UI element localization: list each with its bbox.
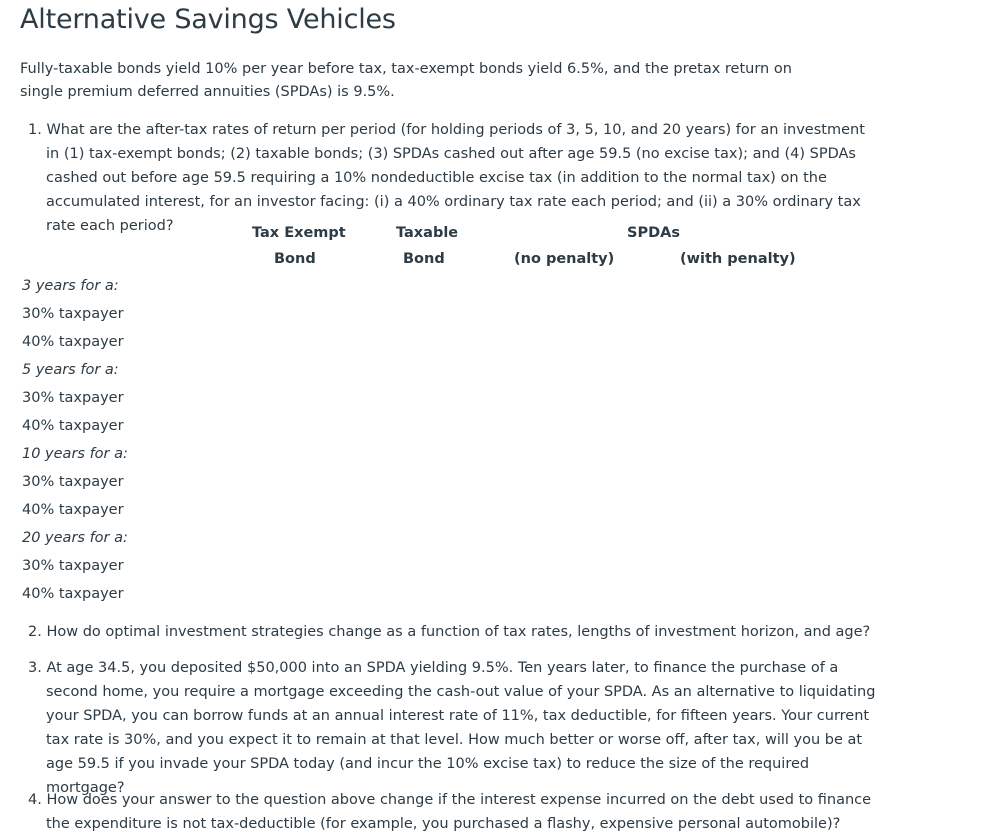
row-label-taxpayer: 30% taxpayer bbox=[22, 306, 124, 322]
row-label-period: 10 years for a: bbox=[22, 446, 128, 462]
question-4 bbox=[28, 788, 878, 836]
row-label-period: 3 years for a: bbox=[22, 278, 119, 294]
row-label-taxpayer: 40% taxpayer bbox=[22, 418, 124, 434]
header-with-penalty: (with penalty) bbox=[680, 251, 796, 267]
question-3 bbox=[28, 656, 878, 800]
row-label-taxpayer: 30% taxpayer bbox=[22, 390, 124, 406]
page-title: Alternative Savings Vehicles bbox=[20, 4, 396, 35]
header-bond-tax-exempt: Bond bbox=[274, 251, 316, 267]
intro-paragraph: Fully-taxable bonds yield 10% per year before tax, tax-exempt bonds yield 6.5%, and the pretax return on single premium deferred annuities (SPDAs) is 9.5%. bbox=[20, 61, 792, 100]
row-label-taxpayer: 40% taxpayer bbox=[22, 334, 124, 350]
question-number: 3. bbox=[28, 660, 42, 676]
question-text: At age 34.5, you deposited $50,000 into an SPDA yielding 9.5%. Ten years later, to finance the purchase of a second home, you require a mortgage exceeding the cash-out value of your SPDA. As an alternative to liquidating your SPDA, you can borrow funds at an annual interest rate of 11%, tax deductible, for fifteen years. Your current tax rate is 30%, and you expect it to remain at that level. How much better or worse off, after tax, will you be at age 59.5 if you invade your SPDA today (and incur the 10% excise tax) to reduce the size of the required mortgage? bbox=[46, 660, 876, 796]
row-label-period: 5 years for a: bbox=[22, 362, 119, 378]
row-label-taxpayer: 30% taxpayer bbox=[22, 474, 124, 490]
row-label-taxpayer: 30% taxpayer bbox=[22, 558, 124, 574]
header-taxable: Taxable bbox=[396, 225, 459, 241]
row-label-period: 20 years for a: bbox=[22, 530, 128, 546]
header-no-penalty: (no penalty) bbox=[514, 251, 615, 267]
question-number: 4. bbox=[28, 792, 42, 808]
header-tax-exempt: Tax Exempt bbox=[252, 225, 346, 241]
question-2 bbox=[28, 620, 878, 644]
question-number: 2. bbox=[28, 624, 42, 640]
row-label-taxpayer: 40% taxpayer bbox=[22, 586, 124, 602]
header-spdas: SPDAs bbox=[627, 225, 680, 241]
header-bond-taxable: Bond bbox=[403, 251, 445, 267]
row-label-taxpayer: 40% taxpayer bbox=[22, 502, 124, 518]
question-text: What are the after-tax rates of return per period (for holding periods of 3, 5, 10, and 20 years) for an investment in (1) tax-exempt bonds; (2) taxable bonds; (3) SPDAs cashed out after age 59.5 (no excise tax); and (4) SPDAs cashed out before age 59.5 requiring a 10% nondeductible excise tax (in addition to the normal tax) on the accumulated interest, for an investor facing: (i) a 40% ordinary tax rate each period; and (ii) a 30% ordinary tax rate each period? bbox=[46, 122, 865, 234]
question-text: How does your answer to the question above change if the interest expense incurred on the debt used to finance the expenditure is not tax-deductible (for example, you purchased a flashy, expensive personal automobile)? bbox=[46, 792, 872, 832]
question-text: How do optimal investment strategies change as a function of tax rates, lengths of investment horizon, and age? bbox=[46, 624, 871, 640]
question-1 bbox=[28, 118, 878, 238]
question-number: 1. bbox=[28, 122, 42, 138]
